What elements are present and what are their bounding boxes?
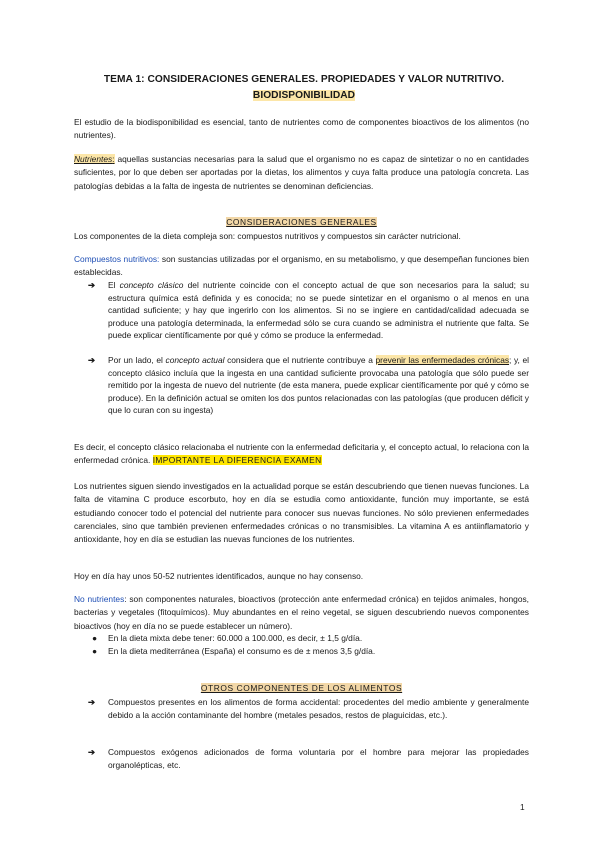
arrow-item-concepto-actual: ➔ Por un lado, el concepto actual considera que el nutriente contribuye a prevenir las enfermedades crónicas; y, el concepto clásico incluía que la ingesta en una cantidad suficiente provocaba una patología que sólo puede ser remitido por la ingesta de nuevo del nutriente (de esta manera, puede explicar científicamente por qué y cómo se produce). En la definición actual se omiten los dos puntos relacionadas con las patologías (que producen déficit y que lo curan con su ingesta) [88,355,530,416]
concepto-clasico-term: concepto clásico [119,280,184,290]
intro-paragraph: El estudio de la biodisponibilidad es esencial, tanto de nutrientes como de componentes bioactivos de los alimentos (no nutrientes). [74,117,529,141]
bullet-icon: ● [92,633,98,643]
arrow-icon: ➔ [88,280,96,290]
arrow-icon: ➔ [88,355,96,365]
title-line-1: TEMA 1: CONSIDERACIONES GENERALES. PROPIEDADES Y VALOR NUTRITIVO. [103,74,505,85]
importante-highlight: IMPORTANTE LA DIFERENCIA EXAMEN [152,455,322,466]
section-heading-consideraciones: CONSIDERACIONES GENERALES [226,217,377,227]
bullet-icon: ● [92,646,98,656]
nutrientes-paragraph [74,153,529,193]
arrow-item-exogenos: ➔ Compuestos exógenos adicionados de forma voluntaria por el hombre para mejorar las propiedades organolépticas, etc. [88,747,529,770]
bullet-item-dieta-mixta: ● En la dieta mixta debe tener: 60.000 a 100.000, es decir, ± 1,5 g/día. [92,633,363,643]
nutrientes-term: Nutrientes [74,154,113,164]
prevenir-enfermedades-term: prevenir las enfermedades crónicas [375,355,510,365]
page-title [70,72,538,104]
no-nutrientes-term: No nutrientes [74,594,125,604]
compuestos-term: Compuestos nutritivos: [74,254,160,264]
title-line-2: BIODISPONIBILIDAD [252,90,356,101]
section-heading-otros-componentes: OTROS COMPONENTES DE LOS ALIMENTOS [200,683,403,693]
hoy-paragraph: Hoy en día hay unos 50-52 nutrientes identificados, aunque no hay consenso. [74,571,364,581]
compuestos-definition: son sustancias utilizadas por el organismo, en su metabolismo, y que desempeñan funciones bien establecidas. [74,254,529,278]
arrow-icon: ➔ [88,747,96,757]
arrow-icon: ➔ [88,697,96,707]
bullet-item-dieta-mediterranea: ● En la dieta mediterránea (España) el consumo es de ± menos 3,5 g/día. [92,646,376,656]
investigados-paragraph: Los nutrientes siguen siendo investigados en la actualidad porque se están descubriendo que tienen nuevas funciones. La falta de vitamina C produce escorbuto, hoy en día se estudia como antioxidante, función muy importante, se está estudiando conocer todo el potencial del nutriente para conocer sus nuevas funciones. No sólo previenen enfermedades carenciales, sino que también previenen enfermedades crónicas o no transmisibles. La vitamina A es antiinflamatorio y antioxidante, hoy en día se estudian las nuevas funciones de los nutrientes. [74,481,529,545]
concepto-actual-term: concepto actual [165,355,225,365]
compuestos-paragraph [74,253,529,280]
page-number: 1 [520,802,525,812]
arrow-item-concepto-clasico: ➔ El concepto clásico del nutriente coincide con el concepto actual de que son necesarios para la salud; su estructura química está definida y es conocida; no se puede sintetizar en el organismo o al menos en una cantidad suficiente; y hay que ingerirlo con los alimentos. Si no se ingiere en cantidad/calidad adecuada se produce una patología determinada, la enfermedad sólo se cura cuando se administra el nutriente que falta. Se puede explicar científicamente por qué y cómo se produce la enfermedad. [88,280,530,341]
no-nutrientes-definition: : son componentes naturales, bioactivos (protección ante enfermedad crónica) en tejidos animales, hongos, bacterias y vegetales (fitoquímicos). Muy abundantes en el reino vegetal, se siguen descubriendo nuevos componentes bioactivos (hoy en día no se puede establecer un número). [74,594,529,631]
arrow-item-accidental: ➔ Compuestos presentes en los alimentos de forma accidental: procedentes del medio ambiente y generalmente debido a la acción contaminante del hombre (metales pesados, restos de plaguicidas, etc.). [88,697,529,720]
nutrientes-definition: aquellas sustancias necesarias para la salud que el organismo no es capaz de sintetizar o no en cantidades suficientes, por lo que deben ser aportadas por la dietas, los alimentos y cuya falta produce una patología concreta. Las patologías debidas a la falta de ingesta de nutrientes se denominan deficiencias. [74,154,529,191]
decir-paragraph: Es decir, el concepto clásico relacionaba el nutriente con la enfermedad deficitaria y, el concepto actual, lo relaciona con la enfermedad crónica. IMPORTANTE LA DIFERENCIA EXAMEN [74,442,529,466]
nutrientes-colon: : [112,154,115,164]
no-nutrientes-paragraph [74,593,529,633]
section1-intro: Los componentes de la dieta compleja son: compuestos nutritivos y compuestos sin carácter nutricional. [74,231,461,241]
